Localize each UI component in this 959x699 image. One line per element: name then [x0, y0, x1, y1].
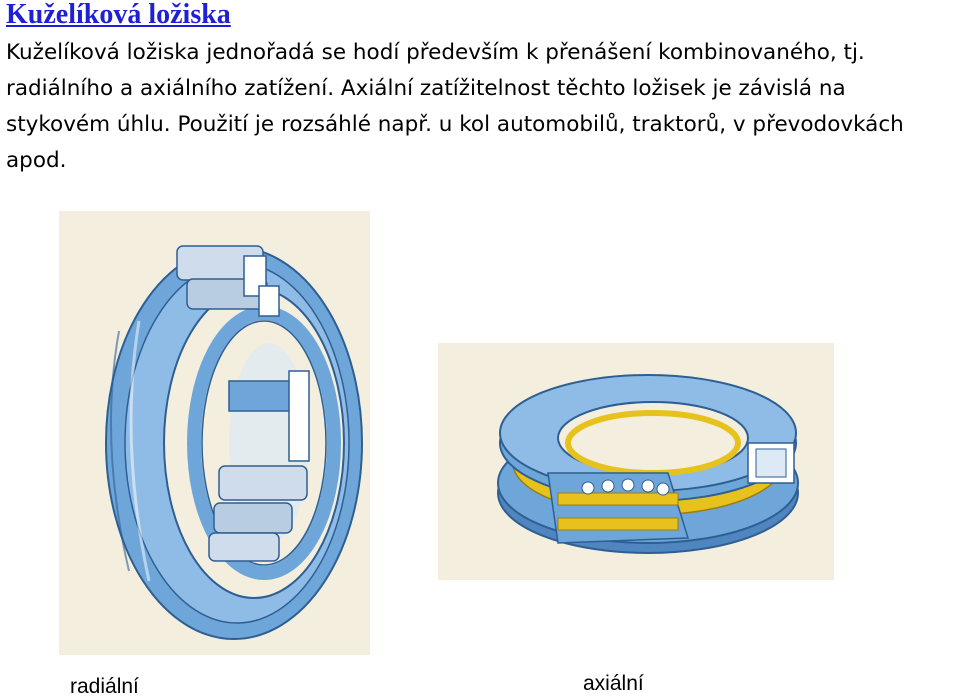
body-paragraph: Kuželíková ložiska jednořadá se hodí především k přenášení kombinovaného, tj. radiálního a axiálního zatížení. Axiální zatížitelnost těchto ložisek je závislá na stykovém úhlu. Použití je rozsáhlé např. u kol automobilů, traktorů, v převodovkách apod. [6, 40, 904, 173]
axial-caption: axiální [583, 672, 644, 695]
page-title: Kuželíková ložiska [6, 0, 231, 30]
radial-caption: radiální [70, 675, 139, 698]
radial-bearing-figure [59, 211, 370, 655]
axial-bearing-illustration [438, 343, 834, 580]
radial-bearing-illustration [59, 211, 370, 655]
axial-bearing-figure [438, 343, 834, 580]
